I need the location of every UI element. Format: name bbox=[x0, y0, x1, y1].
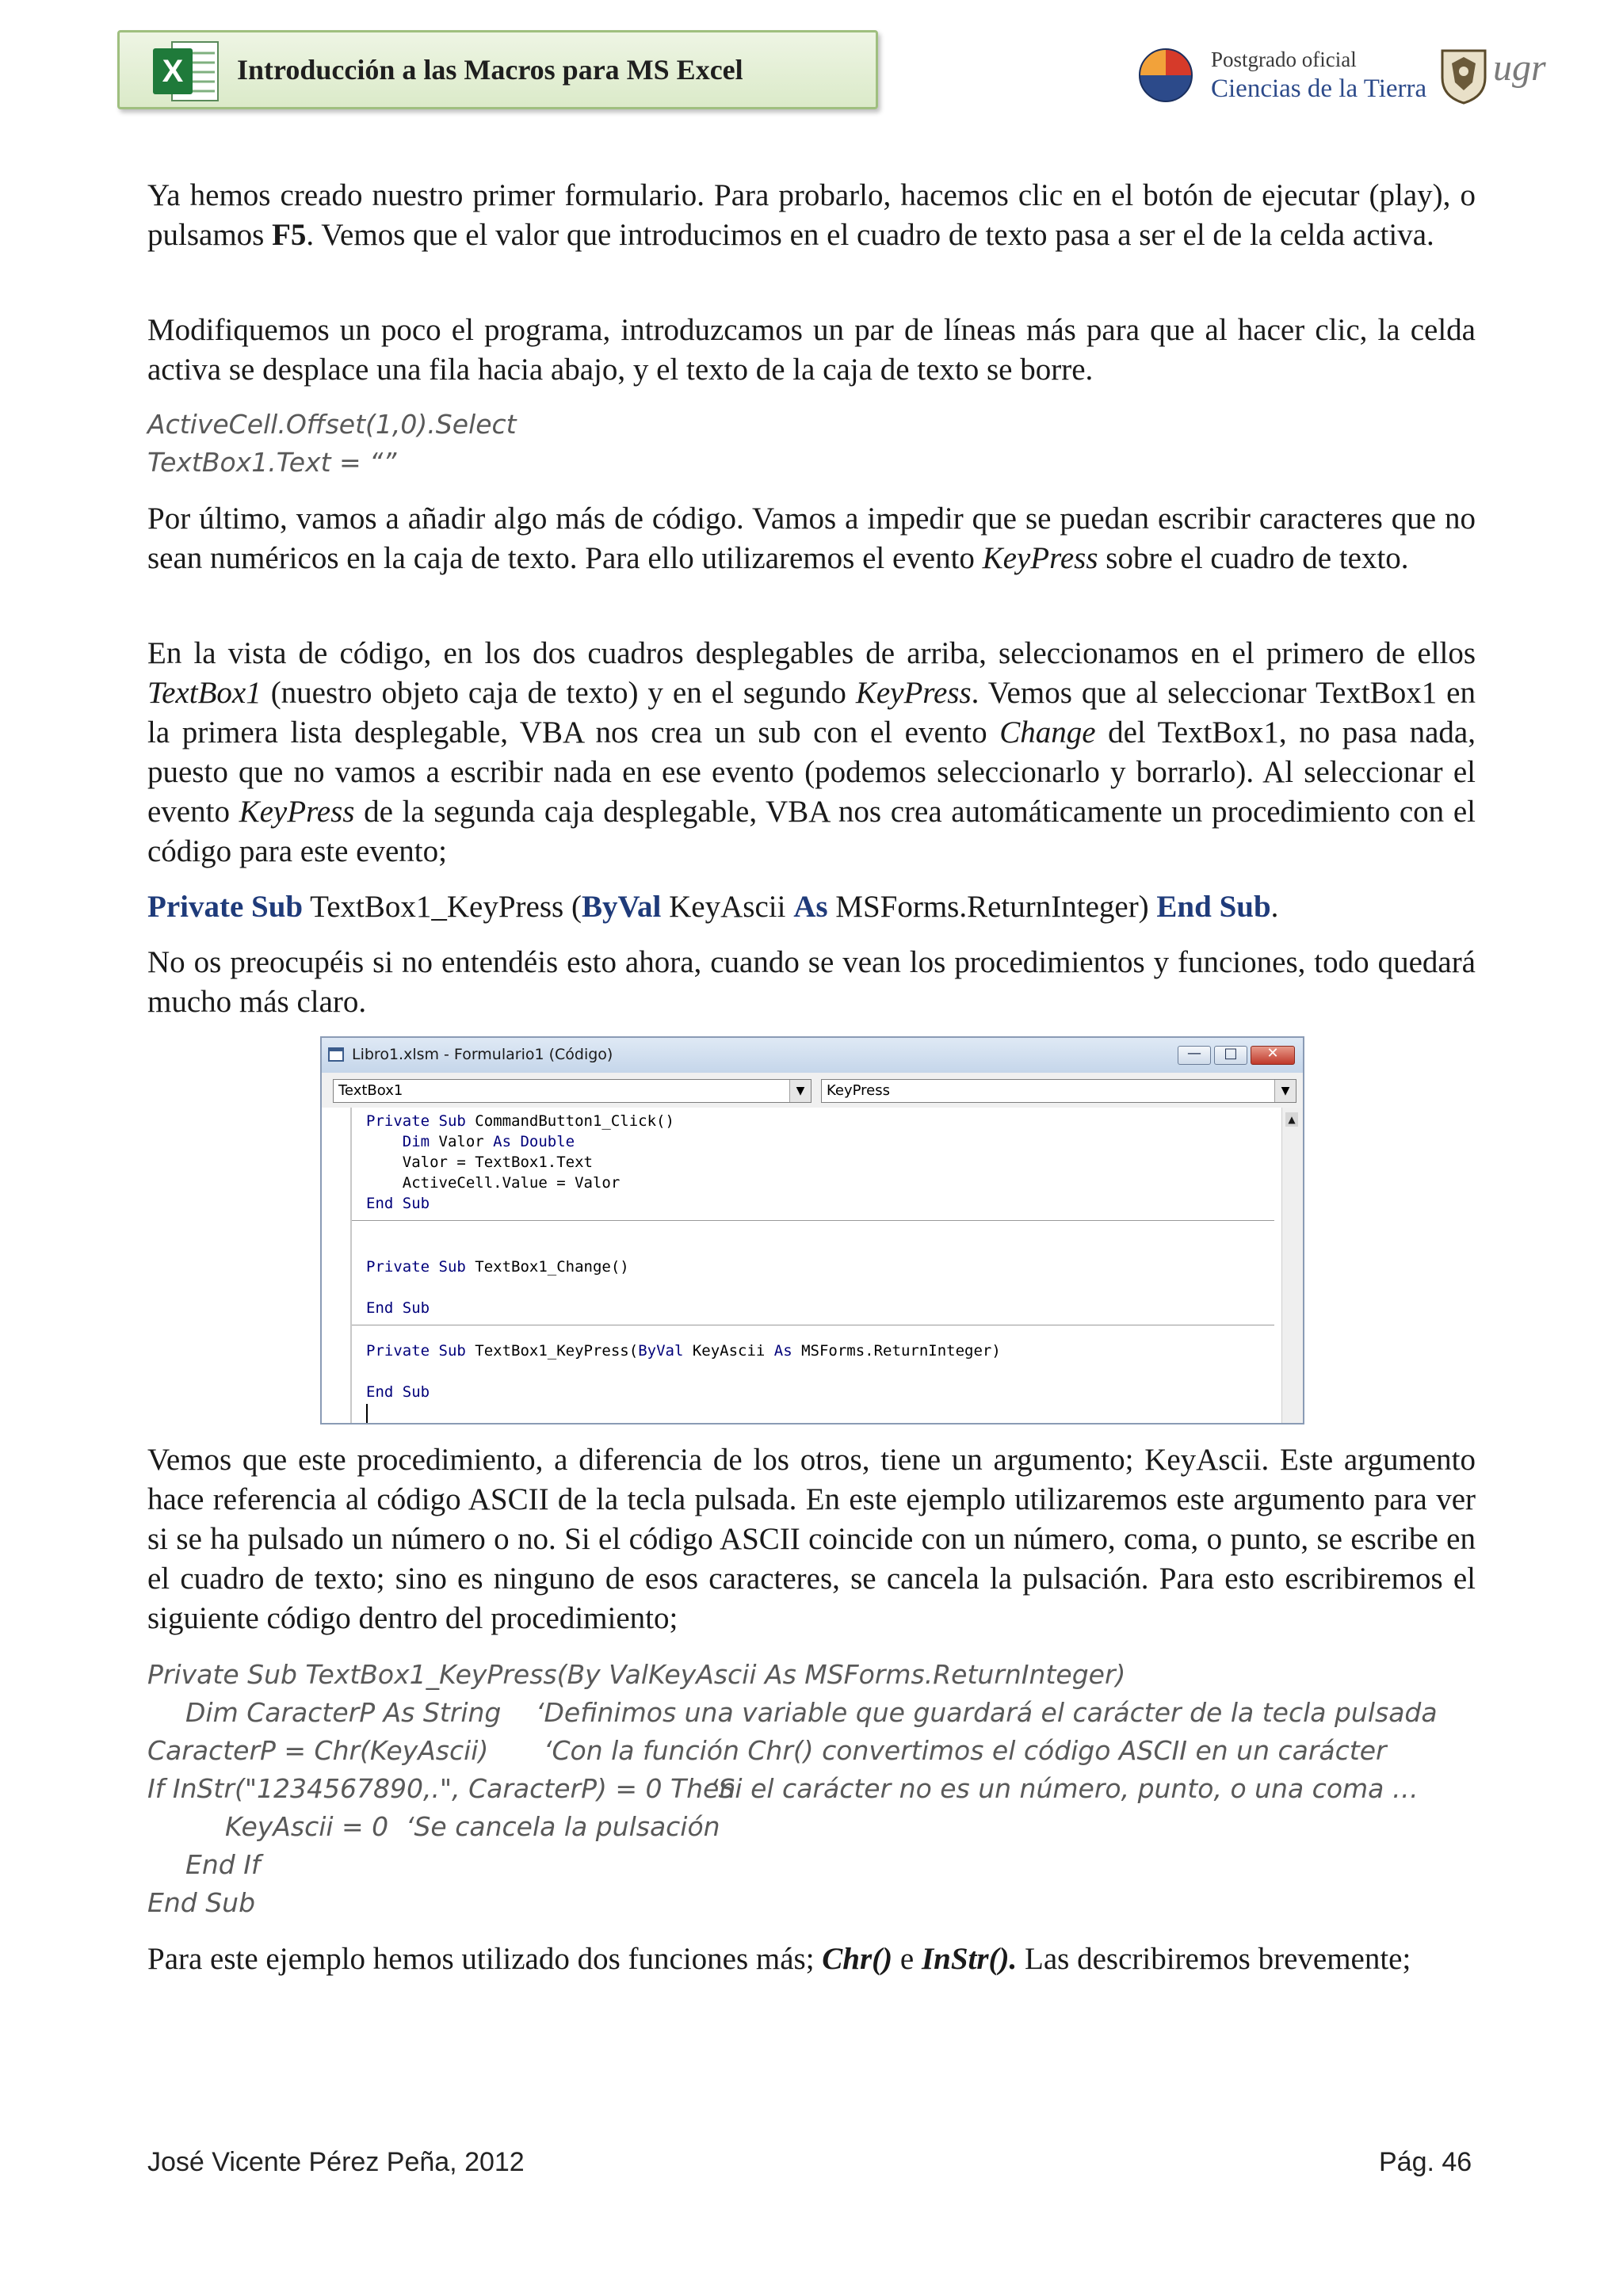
code-snippet-line: CaracterP = Chr(KeyAscii) bbox=[147, 1735, 489, 1766]
code-snippet-line: If InStr("1234567890,.", CaracterP) = 0 Then bbox=[147, 1773, 736, 1804]
code-line: End Sub bbox=[366, 1299, 430, 1317]
footer-author: José Vicente Pérez Peña, 2012 bbox=[147, 2147, 525, 2177]
code-line: Dim Valor As Double bbox=[366, 1133, 575, 1150]
code-snippet-line: End If bbox=[185, 1849, 261, 1880]
code-line: End Sub bbox=[366, 1195, 430, 1212]
paragraph-reassure: No os preocupéis si no entendéis esto ahora, cuando se vean los procedimientos y funciones, todo quedará mucho más claro. bbox=[147, 945, 1476, 1019]
code-line: Private Sub TextBox1_Change() bbox=[366, 1258, 629, 1276]
svg-text:X: X bbox=[162, 54, 184, 89]
vertical-scrollbar[interactable] bbox=[1281, 1108, 1303, 1425]
scroll-up-icon[interactable]: ▲ bbox=[1285, 1112, 1298, 1127]
editor-margin bbox=[350, 1108, 352, 1425]
document-title: Introducción a las Macros para MS Excel bbox=[237, 54, 743, 86]
code-editor[interactable] bbox=[322, 1108, 1303, 1425]
brand-title: Ciencias de la Tierra bbox=[1211, 74, 1427, 103]
chevron-down-icon[interactable]: ▼ bbox=[1274, 1080, 1296, 1102]
maximize-icon: □ bbox=[1224, 1045, 1238, 1062]
close-icon: ✕ bbox=[1266, 1045, 1279, 1062]
code-line: Valor = TextBox1.Text bbox=[366, 1154, 593, 1171]
code-snippet-line: Private Sub TextBox1_KeyPress(By ValKeyAscii As MSForms.ReturnInteger) bbox=[147, 1659, 1126, 1690]
code-comment: ‘Definimos una variable que guardará el carácter de la tecla pulsada bbox=[536, 1697, 1438, 1728]
procedure-signature: Private Sub TextBox1_KeyPress (ByVal KeyAscii As MSForms.ReturnInteger) End Sub. bbox=[147, 890, 1279, 924]
code-combos-bar bbox=[322, 1073, 1303, 1108]
paragraph-modify: Modifiquemos un poco el programa, introduzcamos un par de líneas más para que al hacer clic, la celda activa se desplace una fila hacia abajo, y el texto de la caja de texto se borre. bbox=[147, 313, 1476, 387]
brand-acronym: ugr bbox=[1493, 47, 1546, 89]
minimize-button[interactable] bbox=[1178, 1046, 1211, 1065]
maximize-button[interactable] bbox=[1214, 1046, 1247, 1065]
vba-editor-window bbox=[320, 1036, 1304, 1425]
code-line: End Sub bbox=[366, 1383, 430, 1401]
object-dropdown[interactable] bbox=[333, 1079, 812, 1103]
code-snippet-line: KeyAscii = 0 bbox=[225, 1811, 389, 1842]
close-button[interactable] bbox=[1251, 1046, 1295, 1065]
procedure-separator bbox=[352, 1220, 1274, 1221]
code-snippet-line: TextBox1.Text = “” bbox=[147, 447, 397, 478]
code-line: Private Sub TextBox1_KeyPress(ByVal KeyAscii As MSForms.ReturnInteger) bbox=[366, 1342, 1001, 1360]
code-line: Private Sub CommandButton1_Click() bbox=[366, 1112, 674, 1130]
paragraph-intro: Ya hemos creado nuestro primer formulario. Para probarlo, hacemos clic en el botón de ejecutar (play), o pulsamos F5. Vemos que el valor que introducimos en el cuadro de texto pasa a ser el de la celda activa. bbox=[147, 178, 1476, 252]
paragraph-argument: Vemos que este procedimiento, a diferencia de los otros, tiene un argumento; KeyAscii. Este argumento hace referencia al código ASCII de la tecla pulsada. En este ejemplo utilizaremos este argumento para ver si se ha pulsado un número o no. Si el código ASCII coincide con un número, coma, o punto, se escribe en el cuadro de texto; sino es ninguno de esos caracteres, se cancela la pulsación. Para esto escribiremos el siguiente código dentro del procedimiento; bbox=[147, 1443, 1476, 1635]
paragraph-code-view: En la vista de código, en los dos cuadros desplegables de arriba, seleccionamos en el primero de ellos TextBox1 (nuestro objeto caja de texto) y en el segundo KeyPress. Vemos que al seleccionar TextBox1 en la primera lista desplegable, VBA nos crea un sub con el evento Change del TextBox1, no pasa nada, puesto que no vamos a escribir nada en ese evento (podemos seleccionarlo y borrarlo). Al seleccionar el evento KeyPress de la segunda caja desplegable, VBA nos crea automáticamente un procedimiento con el código para este evento; bbox=[147, 636, 1476, 868]
globe-icon bbox=[1138, 48, 1193, 103]
code-comment: ‘Con la función Chr() convertimos el código ASCII en un carácter bbox=[544, 1735, 1387, 1766]
brand-subtitle: Postgrado oficial bbox=[1211, 48, 1357, 71]
code-snippet-line: End Sub bbox=[147, 1887, 256, 1918]
window-title: Libro1.xlsm - Formulario1 (Código) bbox=[352, 1046, 613, 1063]
text-caret bbox=[366, 1404, 368, 1423]
window-titlebar bbox=[322, 1038, 1303, 1074]
code-snippet-line: ActiveCell.Offset(1,0).Select bbox=[147, 409, 517, 440]
procedure-dropdown[interactable] bbox=[821, 1079, 1296, 1103]
university-crest-icon bbox=[1438, 46, 1490, 106]
object-dropdown-value: TextBox1 bbox=[338, 1082, 403, 1099]
procedure-dropdown-value: KeyPress bbox=[827, 1082, 891, 1099]
minimize-icon: — bbox=[1187, 1045, 1201, 1062]
university-logo bbox=[1138, 41, 1550, 113]
code-snippet-line: Dim CaracterP As String bbox=[185, 1697, 502, 1728]
header-banner bbox=[117, 30, 878, 109]
paragraph-keypress: Por último, vamos a añadir algo más de código. Vamos a impedir que se puedan escribir caracteres que no sean numéricos en la caja de texto. Para ello utilizaremos el evento KeyPress sobre el cuadro de texto. bbox=[147, 502, 1476, 575]
excel-logo-icon bbox=[151, 37, 221, 105]
code-comment: ‘Se cancela la pulsación bbox=[406, 1811, 720, 1842]
code-window-icon bbox=[328, 1046, 346, 1063]
paragraph-functions: Para este ejemplo hemos utilizado dos funciones más; Chr() e InStr(). Las describiremos brevemente; bbox=[147, 1942, 1411, 1976]
code-comment: ‘Si el carácter no es un número, punto, o una coma … bbox=[710, 1773, 1419, 1804]
page-number: Pág. 46 bbox=[1379, 2147, 1472, 2177]
code-line: ActiveCell.Value = Valor bbox=[366, 1174, 621, 1192]
chevron-down-icon[interactable]: ▼ bbox=[789, 1080, 811, 1102]
